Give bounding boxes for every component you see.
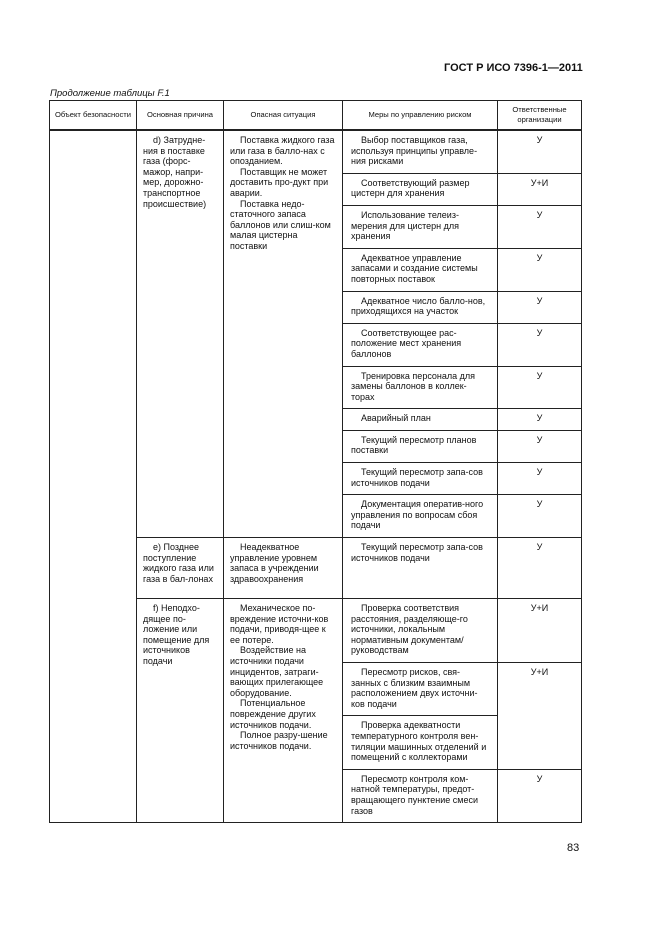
measure-text: Соответствующий размер цистерн для хранения: [351, 177, 470, 199]
header-cause: Основная причина: [137, 101, 224, 131]
measure-cell: [343, 323, 498, 366]
org-cell: У: [498, 769, 582, 822]
header-hazard: Опасная ситуация: [224, 101, 343, 131]
org-cell: У: [498, 130, 582, 173]
measure-text: Соответствующее рас-положение мест хранения баллонов: [351, 327, 462, 359]
page-number: 83: [567, 842, 580, 854]
measure-cell: [343, 291, 498, 323]
org-cell: У: [498, 538, 582, 599]
measure-text: Адекватное управление запасами и создание системы повторных поставок: [351, 252, 478, 284]
measure-text: Адекватное число балло-нов, приходящихся на участок: [351, 295, 486, 317]
org-cell: У: [498, 323, 582, 366]
org-cell: У: [498, 430, 582, 462]
org-cell: У: [498, 366, 582, 409]
measure-text: Проверка соответствия расстояния, разделяюще-го источники, локальным нормативным документам/ руководствам: [351, 603, 468, 656]
measure-cell: [343, 130, 498, 173]
org-cell: У+И: [498, 663, 582, 770]
measure-cell: [343, 538, 498, 599]
measure-text: Текущий пересмотр планов поставки: [351, 434, 477, 456]
hazard-text: Поставщик не может доставить про-дукт при аварии.: [230, 166, 329, 198]
cause-text: e) Позднее поступление жидкого газа или газа в бал-лонах: [143, 542, 214, 584]
measure-text: Текущий пересмотр запа-сов источников подачи: [351, 467, 483, 488]
measure-cell: [343, 716, 498, 769]
measure-text: Тренировка персонала для замены баллонов в коллек-торах: [351, 370, 476, 402]
org-cell: У: [498, 463, 582, 495]
hazard-text: Воздействие на источники подачи инцидентов, затраги-вающих прилегающее оборудование.: [230, 645, 324, 698]
object-cell: [50, 130, 137, 823]
measure-text: Проверка адекватности температурного контроля вен-тиляции машинных отделений и помещений с коллекторами: [351, 720, 487, 763]
cause-text: f) Неподхо-дящее по-ложение или помещение для источников подачи: [143, 603, 210, 666]
hazard-text: Поставка недо-статочного запаса баллонов или слиш-ком малая цистерна поставки: [230, 198, 331, 251]
measure-text: Пересмотр контроля ком-натной температуры, предот-вращающего пунктение смеси газов: [351, 773, 478, 816]
measure-cell: [343, 495, 498, 538]
measure-cell: [343, 430, 498, 462]
hazard-text: Поставка жидкого газа или газа в балло-нах с опозданием.: [230, 135, 335, 167]
hazard-cell: [224, 538, 343, 599]
measure-cell: [343, 205, 498, 248]
measure-cell: [343, 409, 498, 431]
cause-cell: [137, 130, 224, 538]
measure-cell: [343, 366, 498, 409]
hazard-cell: [224, 599, 343, 823]
table-row: [50, 130, 582, 173]
hazard-text: Неадекватное управление уровнем запаса в учреждении здравоохранения: [230, 542, 319, 584]
org-cell: У+И: [498, 173, 582, 205]
org-cell: У+И: [498, 599, 582, 663]
measure-text: Аварийный план: [361, 413, 431, 424]
hazard-text: Механическое по-вреждение источни-ков подачи, приводя-щее к ее потере.: [230, 603, 329, 645]
measure-text: Документация оператив-ного управления по вопросам сбоя подачи: [351, 499, 484, 531]
measure-cell: [343, 599, 498, 663]
hazard-cell: [224, 130, 343, 538]
measure-cell: [343, 769, 498, 822]
org-cell: У: [498, 409, 582, 431]
standard-number: ГОСТ Р ИСО 7396-1—2011: [444, 62, 583, 74]
risk-table: [49, 100, 582, 823]
header-organizations: Ответственные организации: [498, 101, 582, 131]
measure-cell: [343, 463, 498, 495]
measure-cell: [343, 173, 498, 205]
cause-cell: [137, 538, 224, 599]
hazard-text: Потенциальное повреждение других источников подачи.: [230, 698, 316, 730]
cause-text: d) Затрудне-ния в поставке газа (форс-мажор, напри-мер, дорожно-транспортное происшествие): [143, 135, 207, 209]
measure-text: Выбор поставщиков газа, используя принципы управле-ния рисками: [351, 135, 478, 167]
table-header-row: [50, 101, 582, 131]
header-object: Объект безопасности: [50, 101, 137, 131]
org-cell: У: [498, 291, 582, 323]
measure-text: Пересмотр рисков, свя-занных с близким взаимным расположением двух источни-ков подачи: [351, 667, 478, 709]
org-cell: У: [498, 205, 582, 248]
table-caption: Продолжение таблицы F.1: [50, 88, 170, 99]
org-cell: У: [498, 248, 582, 291]
measure-text: Текущий пересмотр запа-сов источников подачи: [351, 542, 483, 563]
measure-text: Использование телеиз-мерения для цистерн для хранения: [351, 209, 460, 242]
hazard-text: Полное разру-шение источников подачи.: [230, 730, 328, 751]
measure-cell: [343, 248, 498, 291]
org-cell: У: [498, 495, 582, 538]
cause-cell: [137, 599, 224, 823]
header-measures: Меры по управлению риском: [343, 101, 498, 131]
measure-cell: [343, 663, 498, 716]
